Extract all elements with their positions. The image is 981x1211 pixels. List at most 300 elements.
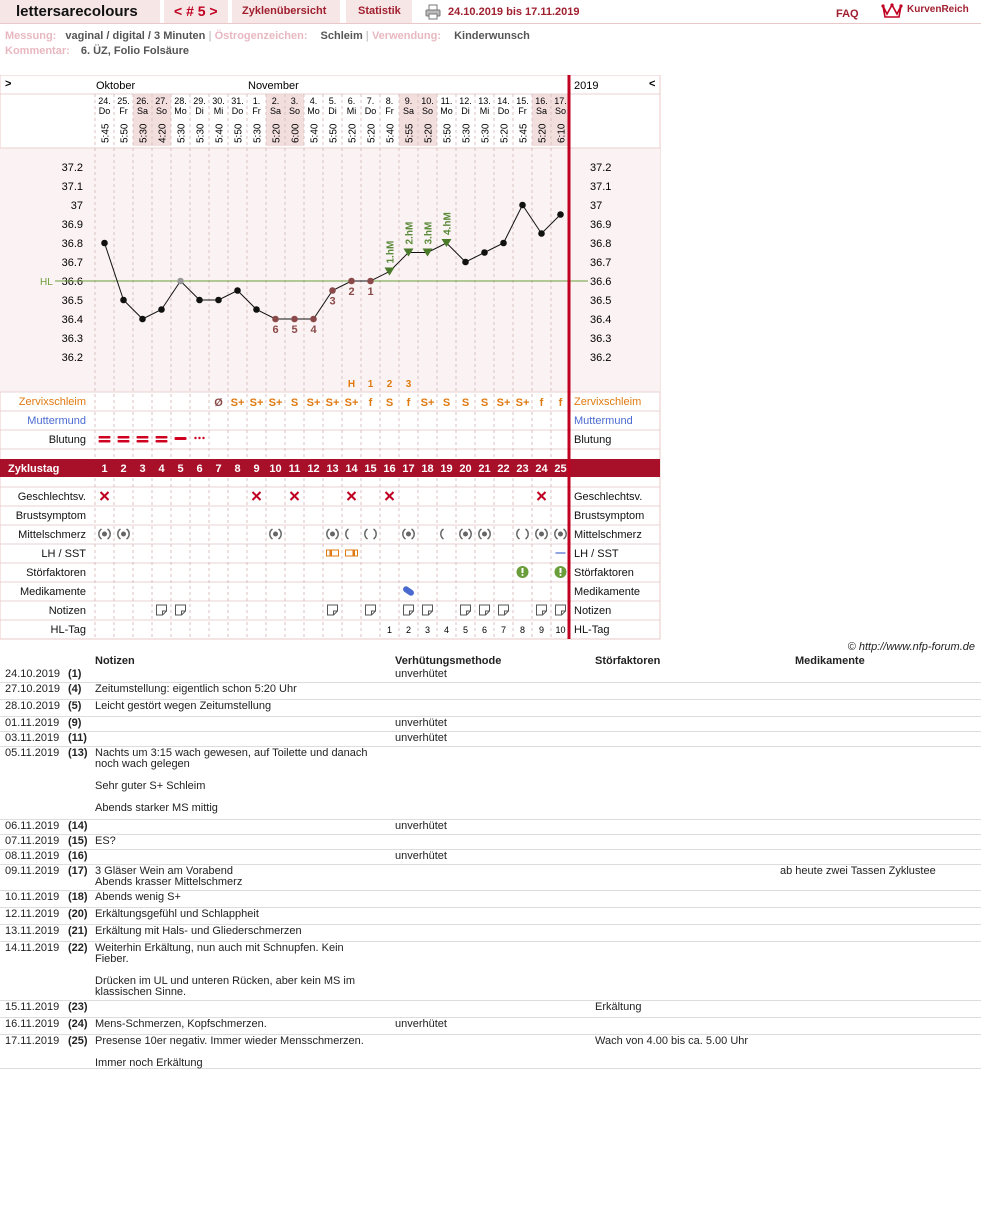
verwendung-label: Verwendung: — [371, 30, 441, 42]
y-tick-right: 36.8 — [590, 238, 612, 250]
measurement-time: 6:10 — [556, 123, 568, 143]
date-day: 3. — [290, 96, 299, 106]
note-text: Nachts um 3:15 wach gewesen, auf Toilette und danach noch wach gelegen Sehr guter S+ Schleim Abends starker MS mittig — [95, 747, 368, 814]
y-tick-left: 37 — [70, 200, 83, 212]
note-date: 14.11.2019 — [5, 942, 60, 954]
note-text: Weiterhin Erkältung, nun auch mit Schnupfen. Kein Fieber. Drücken im UL und unteren Rücken, aber kein MS im klassischen Sinne. — [95, 942, 356, 998]
temperature-point — [253, 306, 260, 313]
row-label-notizen: Notizen — [574, 605, 612, 617]
cervical-mucus-symbol: f — [539, 397, 544, 409]
date-weekday: So — [421, 106, 434, 116]
date-weekday: Sa — [402, 106, 415, 116]
note-date: 17.11.2019 — [5, 1035, 60, 1047]
date-weekday: Di — [195, 106, 204, 116]
row-label-stoer: Störfaktoren — [574, 567, 634, 579]
mittelschmerz-center-icon — [406, 532, 411, 537]
note-date: 07.11.2019 — [5, 835, 60, 847]
note-date: 08.11.2019 — [5, 850, 60, 862]
notes-row — [0, 835, 981, 850]
crown-logo-icon[interactable] — [881, 2, 903, 20]
note-text: Leicht gestört wegen Zeitumstellung — [95, 700, 272, 712]
low-temp-label: 5 — [291, 324, 298, 336]
note-verhuetung: unverhütet — [395, 717, 447, 729]
bleeding-heavy — [118, 440, 130, 443]
notes-body — [0, 668, 981, 1069]
kommentar-value: 6. ÜZ, Folio Folsäure — [80, 45, 190, 57]
notes-row — [0, 1001, 981, 1018]
measurement-time: 5:40 — [385, 123, 397, 143]
note-date: 12.11.2019 — [5, 908, 60, 920]
bleeding-spotting — [194, 437, 196, 439]
note-date: 16.11.2019 — [5, 1018, 60, 1030]
y-tick-right: 37.2 — [590, 162, 612, 174]
note-date: 27.10.2019 — [5, 683, 61, 695]
month-label: Oktober — [96, 80, 136, 92]
row-label-ms: Mittelschmerz — [574, 529, 642, 541]
date-weekday: Sa — [269, 106, 282, 116]
date-weekday: So — [554, 106, 567, 116]
y-tick-right: 37 — [590, 200, 603, 212]
note-cycle-day: (20) — [68, 908, 88, 920]
mittelschmerz-center-icon — [463, 532, 468, 537]
cycle-chart — [0, 75, 662, 641]
row-label-brust: Brustsymptom — [15, 510, 86, 522]
row-label-brust: Brustsymptom — [574, 510, 645, 522]
logo-text[interactable]: KurvenReich — [907, 4, 969, 15]
tab-statistics[interactable]: Statistik — [346, 0, 412, 23]
bleeding-medium — [175, 437, 187, 440]
col-medikamente: Medikamente — [795, 655, 865, 667]
cycle-day-number: 9 — [253, 463, 260, 475]
date-weekday: Do — [98, 106, 111, 116]
temperature-point — [158, 306, 165, 313]
bleeding-heavy — [99, 436, 111, 439]
measurement-time: 5:55 — [404, 123, 416, 143]
cervical-mucus-symbol: S — [290, 397, 299, 409]
messung-value: vaginal / digital / 3 Minuten — [65, 30, 206, 42]
date-weekday: Fr — [518, 106, 527, 116]
note-date: 03.11.2019 — [5, 732, 60, 744]
cervical-mucus-symbol: S+ — [268, 397, 283, 409]
cycle-navigator[interactable]: < # 5 > — [164, 0, 228, 23]
cervical-mucus-symbol: S — [385, 397, 394, 409]
y-tick-left: 37.2 — [61, 162, 83, 174]
lh-test-line — [330, 550, 333, 556]
hl-day-number: 5 — [462, 625, 469, 635]
nav-next-icon[interactable]: < — [649, 78, 656, 90]
cycle-day-number: 18 — [421, 463, 434, 475]
temperature-point — [120, 297, 127, 304]
cycle-day-number: 17 — [402, 463, 415, 475]
lh-test-line — [353, 550, 356, 556]
temperature-point — [291, 316, 298, 323]
cycle-day-number: 12 — [307, 463, 320, 475]
date-weekday: Mo — [307, 106, 320, 116]
separator: | — [365, 30, 372, 42]
cervical-mucus-symbol: S+ — [249, 397, 264, 409]
note-stoerfaktor: Wach von 4.00 bis ca. 5.00 Uhr — [595, 1035, 749, 1047]
col-verhuetung: Verhütungsmethode — [395, 655, 502, 667]
y-tick-left: 36.8 — [61, 238, 83, 250]
tab-cycle-overview[interactable]: Zyklenübersicht — [232, 0, 340, 23]
temperature-point — [177, 278, 184, 285]
cervical-mucus-symbol: S — [480, 397, 489, 409]
date-weekday: Do — [497, 106, 510, 116]
row-label-zervix: Zervixschleim — [574, 396, 642, 408]
cycle-day-number: 8 — [234, 463, 241, 475]
cycle-day-number: 15 — [364, 463, 377, 475]
cycle-day-number: 24 — [535, 463, 548, 475]
year-label: 2019 — [574, 80, 599, 92]
bleeding-heavy — [118, 436, 130, 439]
date-day: 30. — [212, 96, 225, 106]
hl-day-number: 4 — [443, 625, 450, 635]
y-tick-right: 36.5 — [590, 295, 612, 307]
cervical-mucus-symbol: S+ — [515, 397, 530, 409]
notes-row — [0, 820, 981, 835]
cycle-day-number: 5 — [177, 463, 184, 475]
hl-day-number: 9 — [538, 625, 545, 635]
copyright: © http://www.nfp-forum.de — [847, 641, 975, 653]
y-tick-left: 36.3 — [61, 333, 83, 345]
high-temp-label: 2.hM — [404, 221, 416, 245]
row-label-med: Medikamente — [574, 586, 641, 598]
cycle-day-number: 11 — [288, 463, 301, 475]
notes-row — [0, 700, 981, 717]
note-verhuetung: unverhütet — [395, 850, 447, 862]
mittelschmerz-center-icon — [482, 532, 487, 537]
date-weekday: Mi — [213, 106, 224, 116]
note-date: 13.11.2019 — [5, 925, 60, 937]
bleeding-heavy — [99, 440, 111, 443]
cycle-day-number: 23 — [516, 463, 529, 475]
temperature-point — [462, 259, 469, 266]
date-day: 26. — [136, 96, 149, 106]
note-text: Abends wenig S+ — [95, 891, 181, 903]
cycle-day-number: 20 — [459, 463, 472, 475]
date-day: 11. — [440, 96, 453, 106]
measurement-time: 5:40 — [214, 123, 226, 143]
measurement-time: 5:50 — [328, 123, 340, 143]
cycle-day-number: 3 — [139, 463, 146, 475]
measurement-time: 5:50 — [442, 123, 454, 143]
notes-header — [0, 655, 981, 668]
date-day: 9. — [404, 96, 413, 106]
faq-link[interactable]: FAQ — [836, 8, 859, 20]
notes-row — [0, 865, 981, 891]
measurement-time: 5:30 — [252, 123, 264, 143]
cervical-mucus-symbol: S — [461, 397, 470, 409]
date-day: 15. — [516, 96, 529, 106]
row-label-hltag: HL-Tag — [50, 624, 86, 636]
date-weekday: Sa — [535, 106, 548, 116]
measurement-time: 5:20 — [366, 123, 378, 143]
measurement-time: 5:30 — [195, 123, 207, 143]
top-bar — [0, 0, 981, 24]
mittelschmerz-center-icon — [558, 532, 563, 537]
notes-row — [0, 1018, 981, 1035]
disturbance-mark — [522, 568, 524, 573]
date-day: 31. — [231, 96, 244, 106]
note-cycle-day: (25) — [68, 1035, 88, 1047]
measurement-time: 5:20 — [347, 123, 359, 143]
note-cycle-day: (18) — [68, 891, 88, 903]
cervical-mucus-symbol: f — [558, 397, 563, 409]
note-cycle-day: (17) — [68, 865, 88, 877]
date-day: 27. — [155, 96, 168, 106]
measurement-info — [5, 30, 530, 42]
high-temp-label: 1.hM — [385, 240, 397, 264]
cycle-day-number: 2 — [120, 463, 127, 475]
oestrogen-label: Östrogenzeichen: — [214, 30, 308, 42]
date-weekday: Do — [364, 106, 377, 116]
note-cycle-day: (21) — [68, 925, 88, 937]
date-range: 24.10.2019 bis 17.11.2019 — [448, 6, 580, 18]
row-label-blutung: Blutung — [574, 434, 612, 446]
notes-table — [0, 655, 981, 1069]
peak-day-label: H — [347, 379, 356, 390]
note-date: 06.11.2019 — [5, 820, 60, 832]
y-tick-right: 36.3 — [590, 333, 612, 345]
note-date: 05.11.2019 — [5, 747, 60, 759]
date-weekday: Fr — [252, 106, 261, 116]
cycle-day-number: 19 — [440, 463, 453, 475]
date-day: 28. — [174, 96, 187, 106]
temperature-point — [234, 287, 241, 294]
row-label-lh: LH / SST — [574, 548, 619, 560]
kommentar-label: Kommentar: — [5, 45, 70, 57]
cervical-mucus-symbol: Ø — [214, 397, 223, 409]
cycle-day-number: 13 — [326, 463, 339, 475]
hl-day-number: 7 — [500, 625, 507, 635]
temperature-point — [519, 202, 526, 209]
row-label-med: Medikamente — [19, 586, 86, 598]
y-tick-right: 36.4 — [590, 314, 612, 326]
date-weekday: So — [155, 106, 168, 116]
mittelschmerz-center-icon — [539, 532, 544, 537]
note-text: ES? — [95, 835, 116, 847]
peak-day-label: 3 — [405, 379, 412, 390]
y-tick-right: 36.6 — [590, 276, 612, 288]
bleeding-heavy — [156, 440, 168, 443]
measurement-time: 5:50 — [233, 123, 245, 143]
y-tick-left: 36.7 — [61, 257, 83, 269]
low-temp-label: 1 — [367, 286, 374, 298]
date-weekday: Mo — [440, 106, 453, 116]
measurement-time: 5:30 — [480, 123, 492, 143]
temperature-point — [348, 278, 355, 285]
date-day: 4. — [309, 96, 318, 106]
date-day: 6. — [347, 96, 356, 106]
note-text: Presense 10er negativ. Immer wieder Mensschmerzen. Immer noch Erkältung — [95, 1035, 364, 1069]
note-text: Erkältungsgefühl und Schlappheit — [95, 908, 259, 920]
verwendung-value: Kinderwunsch — [454, 30, 530, 42]
note-date: 28.10.2019 — [5, 700, 61, 712]
separator: | — [208, 30, 215, 42]
measurement-time: 5:45 — [100, 123, 112, 143]
y-tick-right: 36.7 — [590, 257, 612, 269]
temperature-point — [139, 316, 146, 323]
date-weekday: Fr — [385, 106, 394, 116]
notes-row — [0, 942, 981, 1001]
cervical-mucus-symbol: S+ — [306, 397, 321, 409]
bleeding-heavy — [137, 440, 149, 443]
measurement-time: 5:30 — [138, 123, 150, 143]
row-label-lh: LH / SST — [41, 548, 86, 560]
notes-row — [0, 908, 981, 925]
peak-day-label: 2 — [386, 379, 393, 390]
row-label-muttermund: Muttermund — [574, 415, 633, 427]
temperature-point — [538, 230, 545, 237]
note-date: 10.11.2019 — [5, 891, 60, 903]
y-tick-left: 37.1 — [61, 181, 83, 193]
notes-row — [0, 717, 981, 732]
low-temp-label: 2 — [348, 286, 355, 298]
date-weekday: Fr — [119, 106, 128, 116]
bleeding-heavy — [156, 436, 168, 439]
bleeding-heavy — [137, 436, 149, 439]
note-cycle-day: (13) — [68, 747, 88, 759]
temperature-point — [310, 316, 317, 323]
date-weekday: Mi — [346, 106, 357, 116]
cycle-day-number: 10 — [269, 463, 282, 475]
y-tick-right: 36.9 — [590, 219, 612, 231]
note-cycle-day: (5) — [68, 700, 82, 712]
measurement-time: 5:40 — [309, 123, 321, 143]
disturbance-dot — [522, 574, 524, 576]
note-cycle-day: (15) — [68, 835, 88, 847]
date-day: 7. — [366, 96, 375, 106]
note-date: 24.10.2019 — [5, 668, 61, 680]
date-day: 10. — [421, 96, 434, 106]
date-day: 13. — [478, 96, 491, 106]
temperature-point — [557, 211, 564, 218]
col-notizen: Notizen — [95, 655, 135, 667]
hl-day-number: 6 — [481, 625, 488, 635]
date-day: 8. — [385, 96, 394, 106]
oestrogen-value: Schleim — [320, 30, 363, 42]
hl-day-number: 3 — [424, 625, 431, 635]
note-text: 3 Gläser Wein am Vorabend Abends krasser Mittelschmerz — [95, 865, 243, 888]
cycle-day-number: 4 — [158, 463, 165, 475]
y-tick-left: 36.9 — [61, 219, 83, 231]
hl-label: HL — [40, 277, 53, 288]
row-label-gv: Geschlechtsv. — [574, 491, 643, 503]
temperature-point — [367, 278, 374, 285]
cervical-mucus-symbol: f — [368, 397, 373, 409]
note-verhuetung: unverhütet — [395, 1018, 447, 1030]
lh-test-icon — [346, 550, 358, 556]
note-verhuetung: unverhütet — [395, 732, 447, 744]
y-tick-right: 37.1 — [590, 181, 612, 193]
hl-day-number: 10 — [555, 625, 566, 635]
measurement-time: 4:20 — [157, 123, 169, 143]
mittelschmerz-center-icon — [330, 532, 335, 537]
date-weekday: Do — [231, 106, 244, 116]
notes-row — [0, 1035, 981, 1069]
notes-row — [0, 747, 981, 820]
date-weekday: Sa — [136, 106, 149, 116]
date-day: 14. — [497, 96, 510, 106]
disturbance-dot — [560, 574, 562, 576]
date-day: 17. — [554, 96, 567, 106]
measurement-time: 5:20 — [423, 123, 435, 143]
measurement-time: 5:20 — [537, 123, 549, 143]
note-cycle-day: (22) — [68, 942, 88, 954]
note-cycle-day: (11) — [68, 732, 87, 744]
col-stoerfaktoren: Störfaktoren — [595, 655, 661, 667]
date-day: 25. — [117, 96, 130, 106]
low-temp-label: 6 — [272, 324, 279, 336]
cycle-day-number: 21 — [478, 463, 491, 475]
cervical-mucus-symbol: f — [406, 397, 411, 409]
measurement-time: 5:20 — [499, 123, 511, 143]
note-cycle-day: (16) — [68, 850, 88, 862]
measurement-time: 5:20 — [271, 123, 283, 143]
note-text: Erkältung mit Hals- und Gliederschmerzen — [95, 925, 302, 937]
date-day: 24. — [98, 96, 111, 106]
cycle-day-number: 1 — [101, 463, 108, 475]
notes-row — [0, 683, 981, 700]
row-label-notizen: Notizen — [48, 605, 86, 617]
date-day: 16. — [535, 96, 548, 106]
date-weekday: Mo — [174, 106, 187, 116]
mittelschmerz-center-icon — [121, 532, 126, 537]
cycle-day-number: 14 — [345, 463, 358, 475]
high-temp-label: 4.hM — [442, 212, 454, 235]
note-verhuetung: unverhütet — [395, 820, 447, 832]
nav-prev-icon[interactable]: > — [5, 78, 12, 90]
printer-icon[interactable] — [425, 4, 441, 20]
notes-row — [0, 732, 981, 747]
note-cycle-day: (23) — [68, 1001, 88, 1013]
row-label-muttermund: Muttermund — [27, 415, 86, 427]
note-cycle-day: (14) — [68, 820, 88, 832]
cervical-mucus-symbol: S+ — [230, 397, 245, 409]
comment-info — [5, 45, 189, 57]
lh-test-icon — [327, 550, 339, 556]
date-day: 12. — [459, 96, 472, 106]
month-label: November — [248, 80, 299, 92]
temperature-point — [329, 287, 336, 294]
note-date: 01.11.2019 — [5, 717, 60, 729]
note-medikament: ab heute zwei Tassen Zyklustee — [780, 865, 936, 877]
peak-day-label: 1 — [367, 379, 374, 390]
date-day: 29. — [193, 96, 206, 106]
username[interactable]: lettersarecolours — [0, 0, 160, 23]
cycle-day-number: 25 — [554, 463, 567, 475]
temperature-point — [500, 240, 507, 247]
note-cycle-day: (1) — [68, 668, 82, 680]
date-day: 2. — [271, 96, 280, 106]
row-label-hltag: HL-Tag — [574, 624, 610, 636]
y-tick-left: 36.5 — [61, 295, 83, 307]
temperature-point — [101, 240, 108, 247]
temperature-point — [215, 297, 222, 304]
disturbance-mark — [560, 568, 562, 573]
cycle-day-number: 16 — [383, 463, 396, 475]
note-date: 15.11.2019 — [5, 1001, 60, 1013]
low-temp-label: 4 — [310, 324, 317, 336]
note-cycle-day: (24) — [68, 1018, 88, 1030]
hl-day-number: 2 — [405, 625, 412, 635]
note-cycle-day: (9) — [68, 717, 82, 729]
temperature-point — [196, 297, 203, 304]
date-day: 5. — [328, 96, 337, 106]
bleeding-spotting — [198, 437, 200, 439]
notes-row — [0, 925, 981, 942]
notes-row — [0, 850, 981, 865]
